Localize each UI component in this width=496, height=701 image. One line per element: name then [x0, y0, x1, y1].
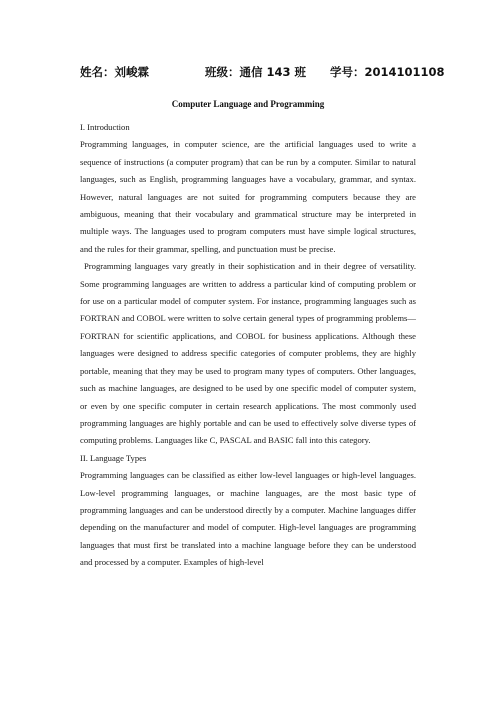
document-body	[80, 119, 416, 572]
paragraph-language-types: Programming languages can be classified as either low-level languages or high-level languages. Low-level programming languages, or machine languages, are the most basic type of programming languages and can be understood directly by a computer. Machine languages differ depending on the manufacturer and model of computer. High-level languages are programming languages that must first be translated into a machine language before they can be understood and processed by a computer. Examples of high-level	[80, 470, 416, 568]
section-heading-language-types: II. Language Types	[80, 452, 147, 463]
student-id: 学号：2014101108	[330, 65, 445, 79]
student-info-header	[80, 63, 445, 81]
paragraph-introduction: Programming languages, in computer science, are the artificial languages used to write a sequence of instructions (a computer program) that can be run by a computer. Similar to natural languages, such as English, programming languages have a vocabulary, grammar, and syntax. However, natural languages are not suited for programming computers because they are ambiguous, meaning that their vocabulary and grammatical structure may be interpreted in multiple ways. The languages used to program computers must have simple logical structures, and the rules for their grammar, spelling, and punctuation must be precise.	[80, 139, 416, 254]
paragraph-versatility: Programming languages vary greatly in their sophistication and in their degree of versatility. Some programming languages are written to address a particular kind of computing problem or for use on a particular model of computer system. For instance, programming languages such as FORTRAN and COBOL were written to solve certain general types of programming problems—FORTRAN for scientific applications, and COBOL for business applications. Although these languages were designed to address specific categories of computer problems, they are highly portable, meaning that they may be used to program many types of computers. Other languages, such as machine languages, are designed to be used by one specific model of computer system, or even by one specific computer in certain research applications. The most commonly used programming languages are highly portable and can be used to effectively solve diverse types of computing problems. Languages like C, PASCAL and BASIC fall into this category.	[80, 261, 416, 446]
student-name: 姓名：刘峻霖	[80, 65, 149, 79]
document-title: Computer Language and Programming	[171, 99, 325, 109]
student-class: 班级：通信 143 班	[205, 65, 307, 79]
section-heading-introduction: I. Introduction	[80, 122, 130, 132]
